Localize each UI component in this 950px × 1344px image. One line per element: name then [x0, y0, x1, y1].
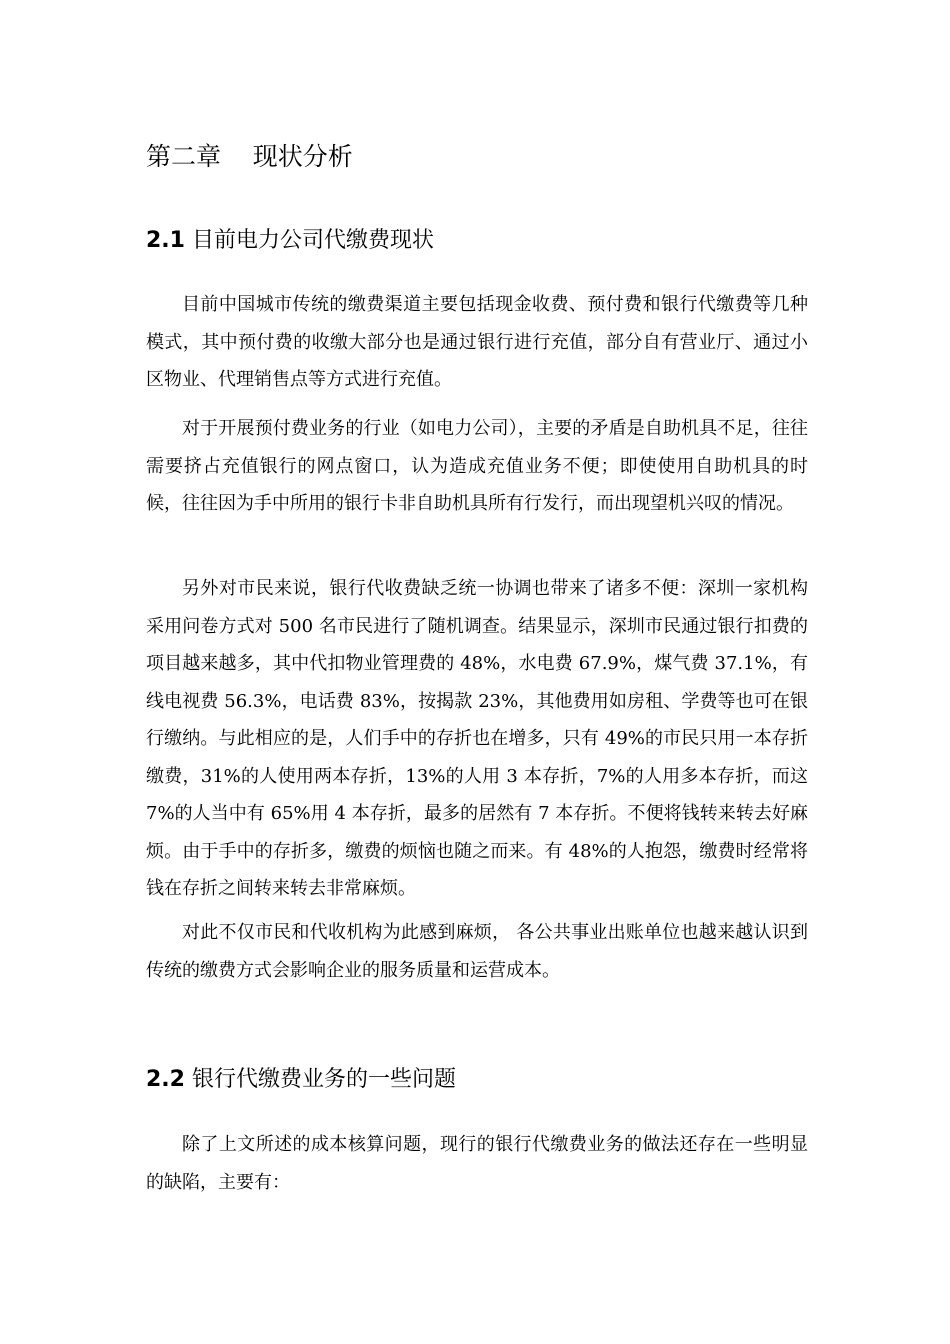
section-number: 2.2 [146, 1067, 185, 1092]
paragraph: 对此不仅市民和代收机构为此感到麻烦， 各公共事业出账单位也越来越认识到传统的缴费方式会影响企业的服务质量和运营成本。 [146, 922, 808, 981]
section-heading-2-2 [146, 1065, 456, 1095]
section-title-text: 银行代缴费业务的一些问题 [191, 1067, 456, 1092]
paragraph: 另外对市民来说，银行代收费缺乏统一协调也带来了诸多不便：深圳一家机构采用问卷方式对 500 名市民进行了随机调查。结果显示，深圳市民通过银行扣费的项目越来越多，其中代扣物业管理费的 48%，水电费 67.9%，煤气费 37.1%，有线电视费 56.3%，电话费 83%，按揭款 23%，其他费用如房租、学费等也可在银行缴纳。与此相应的是，人们手中的存折也在增多，只有 49%的市民只用一本存折缴费，31%的人使用两本存折，13%的人用 3 本存折，7%的人用多本存折，而这 7%的人当中有 65%用 4 本存折，最多的居然有 7 本存折。不便将钱转来转去好麻烦。由于手中的存折多，缴费的烦恼也随之而来。有 48%的人抱怨，缴费时经常将钱在存折之间转来转去非常麻烦。 [146, 578, 808, 899]
paragraph: 目前中国城市传统的缴费渠道主要包括现金收费、预付费和银行代缴费等几种模式，其中预付费的收缴大部分也是通过银行进行充值，部分自有营业厅、通过小区物业、代理销售点等方式进行充值。 [146, 294, 808, 390]
paragraph: 对于开展预付费业务的行业（如电力公司），主要的矛盾是自助机具不足，往往需要挤占充值银行的网点窗口，认为造成充值业务不便；即使使用自助机具的时候，往往因为手中所用的银行卡非自助机具所有行发行，而出现望机兴叹的情况。 [146, 418, 808, 514]
section-heading-2-1 [146, 226, 434, 256]
chapter-title: 第二章 现状分析 [146, 142, 353, 171]
paragraph: 除了上文所述的成本核算问题，现行的银行代缴费业务的做法还存在一些明显的缺陷，主要有： [146, 1134, 808, 1193]
section-number: 2.1 [146, 228, 185, 253]
section-title-text: 目前电力公司代缴费现状 [191, 228, 434, 253]
